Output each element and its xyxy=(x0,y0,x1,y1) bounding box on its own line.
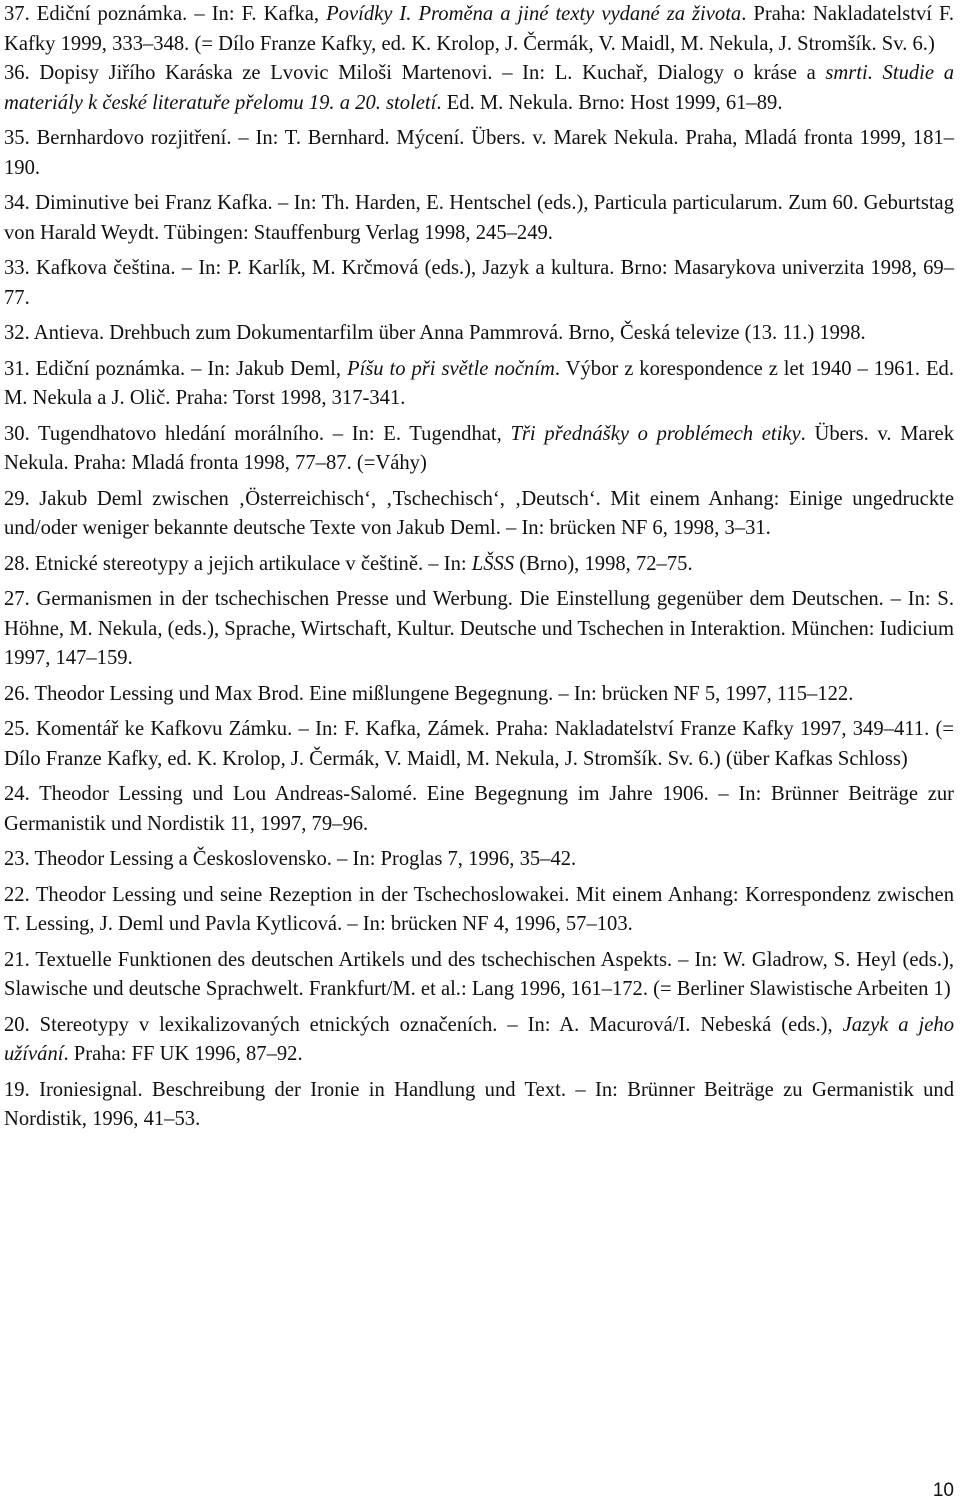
entry-text: 36. Dopisy Jiřího Karáska ze Lvovic Miloši Martenovi. – In: L. Kuchař, Dialogy o kráse a xyxy=(4,62,826,84)
entry-text: 23. Theodor Lessing a Československo. – In: Proglas 7, 1996, 35–42. xyxy=(4,848,577,870)
entry-text: 28. Etnické stereotypy a jejich artikulace v češtině. – In: xyxy=(4,552,472,575)
entry-text: 24. Theodor Lessing und Lou Andreas-Salomé. Eine Begegnung im Jahre 1906. – In: Brünner Beiträge zur Germanistik und Nordistik 11, 1997, 79–96. xyxy=(4,783,954,835)
entry-title-italic: Píšu to při světle nočním xyxy=(346,357,555,380)
bib-entry-26 xyxy=(4,680,954,710)
entry-text: . Praha: Nakladatelství F. Kafky 1999, 333–348. (= Dílo Franze Kafky, ed. K. Krolop, J. Čermák, V. Maidl, M. Nekula, J. Stromšík. Sv. 6.) xyxy=(4,3,954,55)
entry-text: 20. Stereotypy v lexikalizovaných etnických označeních. – In: A. Macurová/I. Nebeská (eds.), xyxy=(4,1013,843,1036)
bib-entry-20 xyxy=(4,1011,954,1070)
entry-text: 26. Theodor Lessing und Max Brod. Eine mißlungene Begegnung. – In: brücken NF 5, 1997, 115–122. xyxy=(4,682,854,705)
bib-entry-23 xyxy=(4,845,954,875)
entry-text: 33. Kafkova čeština. – In: P. Karlík, M. Krčmová (eds.), Jazyk a kultura. Brno: Masarykova univerzita 1998, 69–77. xyxy=(4,257,954,309)
entry-text: 29. Jakub Deml zwischen ‚Österreichisch‘, ‚Tschechisch‘, ‚Deutsch‘. Mit einem Anhang: Einige ungedruckte und/oder weniger bekannte deutsche Texte von Jakub Deml. – In: brücken NF 6, 1998, 3–31. xyxy=(4,487,954,539)
bib-entry-33 xyxy=(4,254,954,313)
entry-title-italic: smrti. Studie a materiály k české literatuře přelomu 19. a 20. století xyxy=(4,62,954,114)
entry-text: . Praha: FF UK 1996, 87–92. xyxy=(63,1043,303,1065)
entry-text: 21. Textuelle Funktionen des deutschen Artikels und des tschechischen Aspekts. – In: W. Gladrow, S. Heyl (eds.), Slawische und deutsche Sprachwelt. Frankfurt/M. et al.: Lang 1996, 161–172. (= Berliner Slawistische Arbeiten 1) xyxy=(4,948,954,1000)
entry-title-italic: Povídky I. Proměna a jiné texty vydané za života xyxy=(326,3,742,25)
bib-entry-29 xyxy=(4,485,954,544)
entry-text: 34. Diminutive bei Franz Kafka. – In: Th. Harden, E. Hentschel (eds.), Particula particularum. Zum 60. Geburtstag von Harald Weydt. Tübingen: Stauffenburg Verlag 1998, 245–249. xyxy=(4,192,954,244)
bib-entry-21 xyxy=(4,946,954,1005)
entry-text: . Übers. v. Marek Nekula. Praha: Mladá fronta 1998, 77–87. (=Váhy) xyxy=(4,422,954,474)
entry-text: 25. Komentář ke Kafkovu Zámku. – In: F. Kafka, Zámek. Praha: Nakladatelství Franze Kafky 1997, 349–411. (= Dílo Franze Kafky, ed. K. Krolop, J. Čermák, V. Maidl, M. Nekula, J. Stromšík. Sv. 6.) (über Kafkas Schloss) xyxy=(4,718,954,770)
bib-entry-34 xyxy=(4,189,954,248)
bib-entry-25 xyxy=(4,715,954,774)
bib-entry-36 xyxy=(4,59,954,118)
entry-text: (Brno), 1998, 72–75. xyxy=(514,552,693,575)
entry-text: 35. Bernhardovo rozjitření. – In: T. Bernhard. Mýcení. Übers. v. Marek Nekula. Praha, Mladá fronta 1999, 181–190. xyxy=(4,127,954,179)
bib-entry-32 xyxy=(4,319,954,349)
page-number: 10 xyxy=(932,1480,954,1501)
entry-text: 22. Theodor Lessing und seine Rezeption in der Tschechoslowakei. Mit einem Anhang: Korrespondenz zwischen T. Lessing, J. Deml und Pavla Kytlicová. – In: brücken NF 4, 1996, 57–103. xyxy=(4,883,954,935)
entry-text: 19. Ironiesignal. Beschreibung der Ironie in Handlung und Text. – In: Brünner Beiträge zu Germanistik und Nordistik, 1996, 41–53. xyxy=(4,1078,954,1130)
bib-entry-27 xyxy=(4,585,954,674)
entry-text: . Ed. M. Nekula. Brno: Host 1999, 61–89. xyxy=(436,91,783,114)
bibliography-list xyxy=(4,0,954,1135)
entry-text: 32. Antieva. Drehbuch zum Dokumentarfilm über Anna Pammrová. Brno, Česká televize (13. 11.) 1998. xyxy=(4,322,866,344)
entry-text: . Výbor z korespondence z let 1940 – 1961. Ed. M. Nekula a J. Olič. Praha: Torst 1998, 317-341. xyxy=(4,357,954,409)
entry-text: 27. Germanismen in der tschechischen Presse und Werbung. Die Einstellung gegenüber dem Deutschen. – In: S. Höhne, M. Nekula, (eds.), Sprache, Wirtschaft, Kultur. Deutsche und Tschechen in Interaktion. München: Iudicium 1997, 147–159. xyxy=(4,588,954,669)
entry-title-italic: LŠSS xyxy=(471,552,515,575)
bib-entry-30 xyxy=(4,420,954,479)
bib-entry-35 xyxy=(4,124,954,183)
entry-text: 37. Ediční poznámka. – In: F. Kafka, xyxy=(4,3,327,25)
entry-text: 31. Ediční poznámka. – In: Jakub Deml, xyxy=(4,357,347,380)
bib-entry-19 xyxy=(4,1076,954,1135)
entry-title-italic: Tři přednášky o problémech etiky xyxy=(510,422,801,445)
bib-entry-24 xyxy=(4,780,954,839)
entry-title-italic: Jazyk a jeho užívání xyxy=(4,1013,954,1065)
entry-text: 30. Tugendhatovo hledání morálního. – In: E. Tugendhat, xyxy=(4,422,511,445)
bib-entry-28 xyxy=(4,550,954,580)
bib-entry-22 xyxy=(4,881,954,940)
bib-entry-31 xyxy=(4,355,954,414)
bib-entry-37 xyxy=(4,0,954,59)
